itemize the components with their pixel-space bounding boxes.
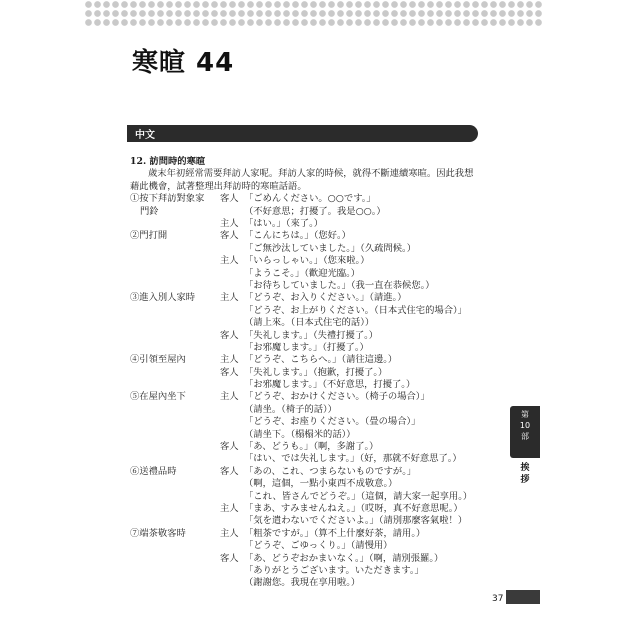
dialogue-text: （啊，這個，一點小東西不成敬意。） <box>244 478 398 490</box>
header-dot-pattern <box>84 0 544 26</box>
dialogue-line <box>130 268 482 280</box>
speaker-label: 客人 <box>220 329 239 341</box>
dialogue-line <box>130 565 482 577</box>
speaker-label: 客人 <box>220 193 239 205</box>
dialogue-text: 「どうぞ、お座りください。（畳の場合）」 <box>244 416 421 428</box>
dialogue-section <box>130 230 482 292</box>
dialogue-text: （請坐。（椅子的話）） <box>244 403 337 415</box>
dialogue-line <box>130 243 482 255</box>
content-heading: 12. 訪問時的寒暄 <box>130 156 206 167</box>
dialogue-line <box>130 342 482 354</box>
content <box>130 156 482 590</box>
dialogue-text: 「どうぞ、おかけください。（椅子の場合）」 <box>244 391 430 403</box>
dialogue-line <box>130 528 482 540</box>
dialogue-line <box>130 491 482 503</box>
dialogue-text: 「粗茶ですが。」（算不上什麼好茶，請用。） <box>244 527 426 539</box>
dialogue-line <box>130 515 482 527</box>
speaker-label: 客人 <box>220 465 239 477</box>
dialogue-line <box>130 540 482 552</box>
part-tab <box>510 406 540 458</box>
section-bar <box>127 125 478 142</box>
part-label-line: 拶 <box>520 475 530 485</box>
speaker-label: 主人 <box>220 218 239 229</box>
speaker-label: 主人 <box>220 354 239 366</box>
speaker-label: 主人 <box>220 502 239 514</box>
speaker-label: 客人 <box>220 366 239 378</box>
dialogue-text: 「どうぞ、こちらへ。」（請往這邊。） <box>244 354 398 366</box>
section-situation-label-cont: 門鈴 <box>140 205 159 217</box>
dialogue-text: （請上來。（日本式住宅的話）） <box>244 317 375 329</box>
part-tab-line: 10 <box>519 421 531 430</box>
dialogue-text: 「お待ちしていました。」（我一直在恭候您。） <box>244 279 435 291</box>
speaker-label: 客人 <box>220 441 239 453</box>
dialogue-line <box>130 292 482 304</box>
dialogue-text: 「ありがとうございます。いただきます。」 <box>244 564 424 576</box>
dialogue-line <box>130 503 482 515</box>
section-situation-label: ③進入別人家時 <box>130 292 196 304</box>
dialogue-text: 「いらっしゃい。」（您來啦。） <box>244 255 370 267</box>
dialogue-text: （謝謝您。我現在享用啦。） <box>244 577 361 589</box>
section-label: 中文 <box>135 130 155 141</box>
dialogue-text: 「こんにちは。」（您好。） <box>244 230 351 242</box>
dialogue-section <box>130 292 482 354</box>
section-situation-label: ②門打開 <box>130 230 168 242</box>
page-number-bar <box>506 590 540 604</box>
dialogue-text: 「ようこそ。」（歡迎光臨。） <box>244 267 361 279</box>
dialogue-line <box>130 354 482 366</box>
section-situation-label: ①按下拜訪對象家 <box>130 193 205 205</box>
intro-paragraph: 歲末年初經常需要拜訪人家呢。拜訪人家的時候，就得不斷連續寒暄。因此我想藉此機會，試著整理出拜訪時的寒暄話語。 <box>130 168 474 192</box>
dialogue-line <box>130 255 482 267</box>
speaker-label: 客人 <box>220 552 239 564</box>
page-title: 寒暄 44 <box>132 48 235 78</box>
dialogue-line <box>130 416 482 428</box>
dialogue-text: 「あ、どうぞおかまいなく。」（啊，請別張羅。） <box>244 552 444 564</box>
dialogue-text: 「どうぞ、お入りください。」（請進。） <box>244 292 407 304</box>
dialogue-line <box>130 193 482 205</box>
dialogue-line <box>130 230 482 242</box>
dialogue-text: 「あ、どうも。」（啊，多謝了。） <box>244 441 379 453</box>
section-situation-label: ⑤在屋內坐下 <box>130 391 186 403</box>
dialogue-line <box>130 466 482 478</box>
dialogue-text: 「どうぞ、お上がりください。（日本式住宅的場合）」 <box>244 304 467 316</box>
dialogue-text: （不好意思；打擾了。我是○○。） <box>244 205 386 217</box>
speaker-label: 客人 <box>220 230 239 242</box>
dialogue-section <box>130 528 482 590</box>
dialogue-text: 「はい、では失礼します。」（好，那就不好意思了。） <box>244 453 462 465</box>
dialogue-line <box>130 367 482 379</box>
dialogue-line <box>130 553 482 565</box>
dialogue-line <box>130 453 482 465</box>
dialogue-sections <box>130 193 482 590</box>
section-situation-label: ④引領至屋內 <box>130 354 186 366</box>
dialogue-line <box>130 330 482 342</box>
dialogue-text: 「失礼します。」（抱歉，打擾了。） <box>244 366 388 378</box>
speaker-label: 主人 <box>220 391 239 403</box>
part-label <box>510 462 540 486</box>
dialogue-line <box>130 280 482 292</box>
dialogue-line <box>130 206 482 218</box>
dialogue-line <box>130 317 482 329</box>
speaker-label: 主人 <box>220 527 239 539</box>
dialogue-line <box>130 391 482 403</box>
section-situation-label: ⑥送禮品時 <box>130 465 177 477</box>
dialogue-text: 「ごめんください。○○です。」 <box>244 193 376 205</box>
part-label-line: 挨 <box>520 463 530 473</box>
part-tab-line: 第 <box>521 410 529 419</box>
section-situation-label: ⑦端茶敬客時 <box>130 527 186 539</box>
dialogue-text: （請坐下。（榻榻米的話）） <box>244 428 356 440</box>
dialogue-text: 「ご無沙汰していました。」（久疏問候。） <box>244 242 416 254</box>
dialogue-text: 「あの、これ、つまらないものですが。」 <box>244 465 417 477</box>
dialogue-text: 「失礼します。」（失禮打擾了。） <box>244 329 379 341</box>
page-number: 37 <box>492 594 504 604</box>
part-tab-line: 部 <box>521 432 529 441</box>
dialogue-text: 「これ、皆さんでどうぞ。」（這個，請大家一起享用。） <box>244 490 473 502</box>
dialogue-line <box>130 478 482 490</box>
dialogue-line <box>130 218 482 230</box>
dialogue-line <box>130 441 482 453</box>
dialogue-section <box>130 354 482 391</box>
dialogue-line <box>130 429 482 441</box>
dialogue-text: 「はい。」（來了。） <box>244 218 324 229</box>
dialogue-line <box>130 404 482 416</box>
dialogue-section <box>130 466 482 528</box>
dialogue-line <box>130 379 482 391</box>
dialogue-text: 「どうぞ、ごゆっくり。」（請慢用） <box>244 540 393 552</box>
dialogue-text: 「お邪魔します。」（打擾了。） <box>244 341 369 353</box>
speaker-label: 主人 <box>220 292 239 304</box>
dialogue-line <box>130 305 482 317</box>
dialogue-text: 「お邪魔します。」（不好意思，打擾了。） <box>244 379 416 391</box>
dialogue-section <box>130 193 482 230</box>
dialogue-line <box>130 577 482 589</box>
speaker-label: 主人 <box>220 255 239 267</box>
dialogue-text: 「気を遣わないでくださいよ。」（請別那麼客氣啦！） <box>244 515 468 527</box>
dialogue-section <box>130 391 482 465</box>
dialogue-text: 「まあ、すみませんねえ。」（哎呀，真不好意思呢。） <box>244 502 463 514</box>
